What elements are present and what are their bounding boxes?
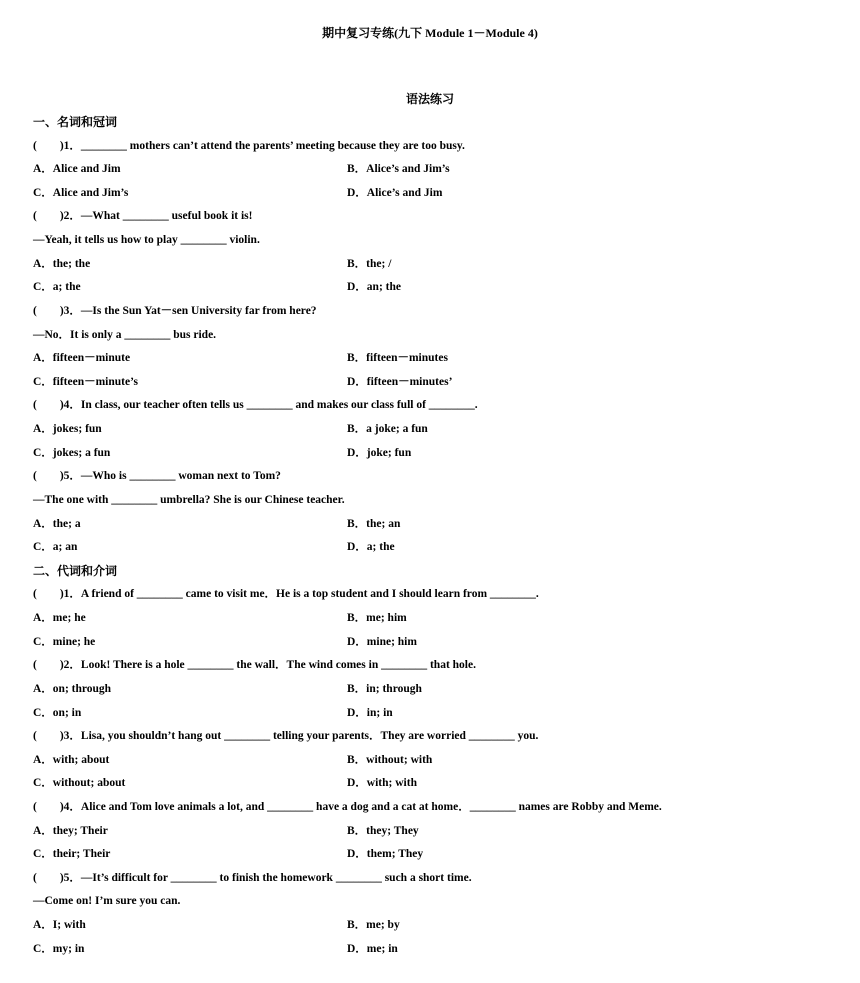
option-left: A．fifteen－minute bbox=[33, 352, 131, 365]
question-stem: ( )4．In class, our teacher often tells us ________ and makes our class full of ________. bbox=[33, 399, 478, 412]
option-right: D．me; in bbox=[347, 942, 398, 955]
page-title: 期中复习专练(九下 Module 1－Module 4) bbox=[322, 26, 538, 40]
section-heading: 一、名词和冠词 bbox=[33, 115, 118, 129]
option-right: D．mine; him bbox=[347, 635, 417, 648]
option-left: C．mine; he bbox=[33, 635, 96, 648]
question-stem: ( )1．A friend of ________ came to visit me．He is a top student and I should learn from ________. bbox=[33, 588, 539, 601]
option-right: D．a; the bbox=[347, 541, 395, 554]
option-row bbox=[33, 753, 433, 767]
option-left: C．on; in bbox=[33, 706, 82, 719]
option-right: B．Alice’s and Jim’s bbox=[347, 163, 450, 176]
option-row bbox=[33, 847, 424, 861]
option-row bbox=[33, 706, 393, 720]
option-right: B．fifteen－minutes bbox=[347, 352, 448, 365]
option-right: B．in; through bbox=[347, 682, 422, 695]
option-left: A．the; the bbox=[33, 257, 91, 270]
option-left: A．on; through bbox=[33, 682, 112, 695]
option-row bbox=[33, 540, 395, 554]
question-stem: ( )5．—It’s difficult for ________ to finish the homework ________ such a short time. bbox=[33, 871, 472, 884]
option-row bbox=[33, 257, 392, 271]
question-stem: ( )2．—What ________ useful book it is! bbox=[33, 210, 253, 223]
option-left: C．a; an bbox=[33, 541, 78, 554]
option-left: C．their; Their bbox=[33, 848, 111, 861]
question-response: —The one with ________ umbrella? She is our Chinese teacher. bbox=[33, 493, 345, 506]
section-heading: 二、代词和介词 bbox=[33, 563, 118, 578]
option-row bbox=[33, 375, 453, 389]
option-row bbox=[33, 162, 450, 176]
option-row bbox=[33, 942, 398, 956]
section-subtitle: 语法练习 bbox=[405, 92, 454, 106]
option-left: C．jokes; a fun bbox=[33, 446, 111, 459]
question-response: —Yeah, it tells us how to play ________ violin. bbox=[33, 234, 260, 247]
option-row bbox=[33, 280, 401, 294]
question-stem: ( )2．Look! There is a hole ________ the wall．The wind comes in ________ that hole. bbox=[33, 659, 476, 672]
option-left: C．without; about bbox=[33, 777, 126, 790]
option-right: B．they; They bbox=[347, 824, 419, 837]
option-row bbox=[33, 351, 448, 365]
option-right: D．fifteen－minutes’ bbox=[347, 375, 453, 388]
option-right: B．the; / bbox=[347, 257, 392, 270]
question-stem: ( )4．Alice and Tom love animals a lot, and ________ have a dog and a cat at home．________ names are Robby and Meme. bbox=[33, 800, 662, 813]
option-row bbox=[33, 611, 407, 625]
option-right: D．an; the bbox=[347, 281, 401, 294]
option-row bbox=[33, 824, 419, 838]
option-right: B．a joke; a fun bbox=[347, 423, 428, 436]
option-left: C．my; in bbox=[33, 942, 85, 955]
option-row bbox=[33, 186, 443, 200]
option-left: C．Alice and Jim’s bbox=[33, 186, 129, 199]
option-right: B．me; him bbox=[347, 612, 407, 625]
question-response: —No．It is only a ________ bus ride. bbox=[33, 328, 217, 341]
option-left: A．they; Their bbox=[33, 824, 108, 837]
question-stem: ( )1．________ mothers can’t attend the parents’ meeting because they are too busy. bbox=[33, 139, 465, 152]
option-right: D．joke; fun bbox=[347, 446, 412, 459]
option-right: B．me; by bbox=[347, 919, 400, 932]
option-right: B．without; with bbox=[347, 753, 433, 766]
question-stem: ( )5．—Who is ________ woman next to Tom? bbox=[33, 470, 281, 483]
question-response: —Come on! I’m sure you can. bbox=[33, 895, 181, 908]
option-left: A．jokes; fun bbox=[33, 423, 102, 436]
option-left: A．me; he bbox=[33, 612, 86, 625]
option-left: A．I; with bbox=[33, 919, 86, 932]
option-row bbox=[33, 682, 422, 696]
option-right: D．with; with bbox=[347, 777, 417, 790]
option-left: C．a; the bbox=[33, 281, 81, 294]
option-left: A．with; about bbox=[33, 753, 110, 766]
option-right: D．them; They bbox=[347, 848, 424, 861]
option-row bbox=[33, 776, 417, 790]
option-row bbox=[33, 422, 428, 436]
option-left: A．the; a bbox=[33, 517, 81, 530]
option-row bbox=[33, 517, 401, 531]
option-left: C．fifteen－minute’s bbox=[33, 375, 138, 388]
option-right: D．Alice’s and Jim bbox=[347, 186, 443, 199]
option-right: D．in; in bbox=[347, 706, 393, 719]
option-right: B．the; an bbox=[347, 517, 401, 530]
option-row bbox=[33, 635, 417, 649]
option-left: A．Alice and Jim bbox=[33, 163, 121, 176]
option-row bbox=[33, 446, 412, 460]
option-row bbox=[33, 918, 400, 932]
question-stem: ( )3．—Is the Sun Yat－sen University far from here? bbox=[33, 304, 317, 317]
question-stem: ( )3．Lisa, you shouldn’t hang out ________ telling your parents．They are worried ________ you. bbox=[33, 730, 539, 743]
